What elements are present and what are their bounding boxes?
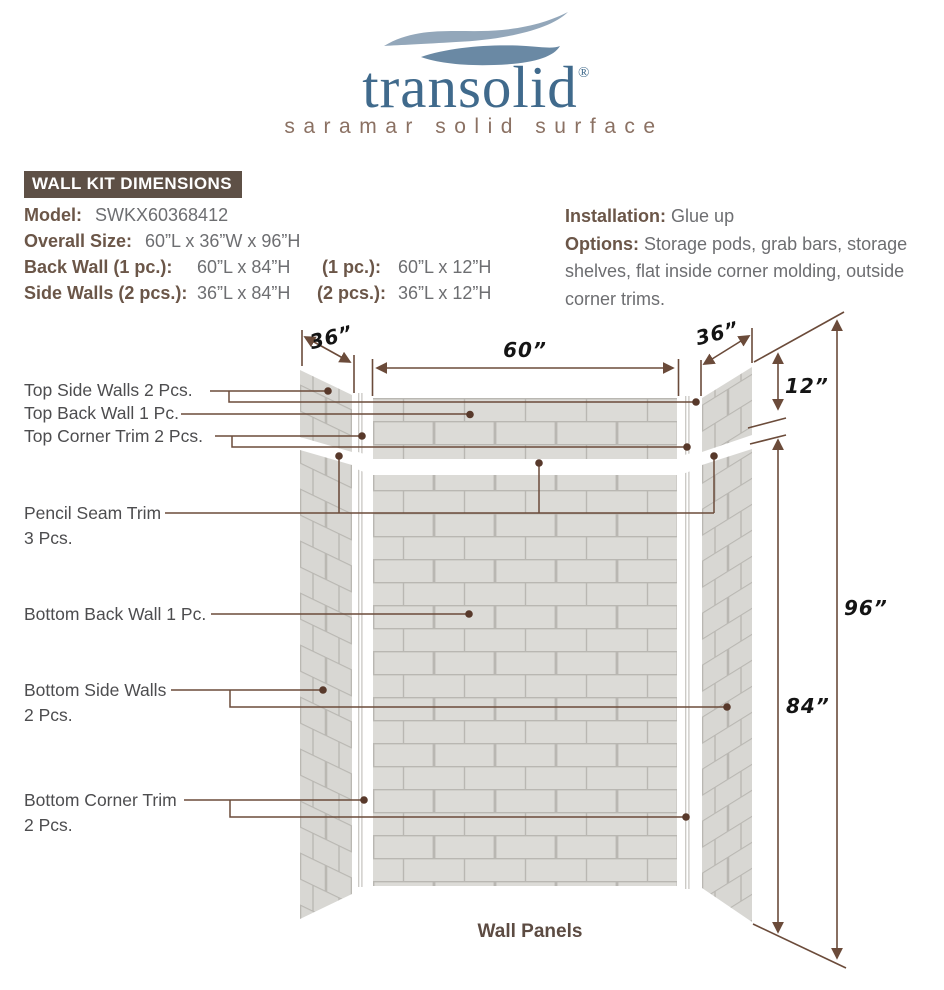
callout-bottom-side-walls-count: 2 Pcs. bbox=[24, 705, 73, 725]
callout-bottom-back-wall: Bottom Back Wall 1 Pc. bbox=[24, 604, 207, 624]
bottom-right-side-wall-panel bbox=[702, 449, 752, 922]
installation-options-block bbox=[565, 203, 944, 313]
side-walls-value: 36”L x 84”H bbox=[197, 283, 291, 303]
logo-brand: transolid bbox=[362, 54, 578, 120]
logo-wave-light-icon bbox=[384, 12, 568, 46]
dim-12-label: 12” bbox=[785, 374, 829, 398]
side-walls-top-label: (2 pcs.): bbox=[317, 283, 387, 303]
callout-bottom-side-walls: Bottom Side Walls bbox=[24, 680, 167, 700]
callout-bottom-corner-trim: Bottom Corner Trim bbox=[24, 790, 177, 810]
options-label: Options: bbox=[565, 233, 639, 254]
overall-size-label: Overall Size: bbox=[24, 231, 133, 251]
back-wall-value: 60”L x 84”H bbox=[197, 257, 291, 277]
model-value: SWKX60368412 bbox=[95, 205, 229, 225]
dim-36-right-label: 36” bbox=[693, 316, 742, 351]
options-value: Storage pods, grab bars, storage shelves, flat inside corner molding, outside corner trims. bbox=[565, 233, 908, 309]
installation-label: Installation: bbox=[565, 206, 667, 226]
callout-top-corner-trim: Top Corner Trim 2 Pcs. bbox=[24, 426, 203, 446]
side-walls-top-value: 36”L x 12”H bbox=[398, 283, 492, 303]
callout-pencil-seam-trim-count: 3 Pcs. bbox=[24, 528, 73, 548]
dim-96-label: 96” bbox=[844, 596, 888, 620]
logo bbox=[0, 0, 944, 160]
back-wall-label: Back Wall (1 pc.): bbox=[24, 257, 173, 277]
logo-registered-mark: ® bbox=[578, 65, 590, 81]
top-left-side-wall-panel bbox=[300, 370, 352, 452]
side-walls-label: Side Walls (2 pcs.): bbox=[24, 283, 188, 303]
installation-row bbox=[565, 203, 944, 231]
installation-value: Glue up bbox=[671, 206, 735, 226]
top-right-side-wall-panel bbox=[702, 367, 752, 452]
logo-tagline: saramar solid surface bbox=[284, 115, 664, 138]
callout-top-side-walls: Top Side Walls 2 Pcs. bbox=[24, 380, 193, 400]
callout-top-back-wall: Top Back Wall 1 Pc. bbox=[24, 403, 179, 423]
bottom-left-side-wall-panel bbox=[300, 450, 352, 919]
top-back-wall-panel bbox=[373, 398, 677, 459]
wall-kit-diagram bbox=[0, 308, 944, 990]
diagram-caption: Wall Panels bbox=[477, 921, 583, 942]
dim-36-left-label: 36” bbox=[307, 320, 356, 355]
dim-60-label: 60” bbox=[503, 338, 547, 362]
callout-pencil-seam-trim: Pencil Seam Trim bbox=[24, 503, 162, 523]
callout-bottom-corner-trim-count: 2 Pcs. bbox=[24, 815, 73, 835]
wall-panels bbox=[300, 367, 752, 922]
options-row bbox=[565, 231, 944, 314]
dim-84-label: 84” bbox=[786, 694, 830, 718]
model-label: Model: bbox=[24, 205, 82, 225]
back-wall-top-value: 60”L x 12”H bbox=[398, 257, 492, 277]
back-wall-top-label: (1 pc.): bbox=[322, 257, 382, 277]
bottom-back-wall-panel bbox=[373, 475, 677, 886]
overall-size-value: 60”L x 36”W x 96”H bbox=[145, 231, 301, 251]
page-title: WALL KIT DIMENSIONS bbox=[24, 171, 242, 198]
